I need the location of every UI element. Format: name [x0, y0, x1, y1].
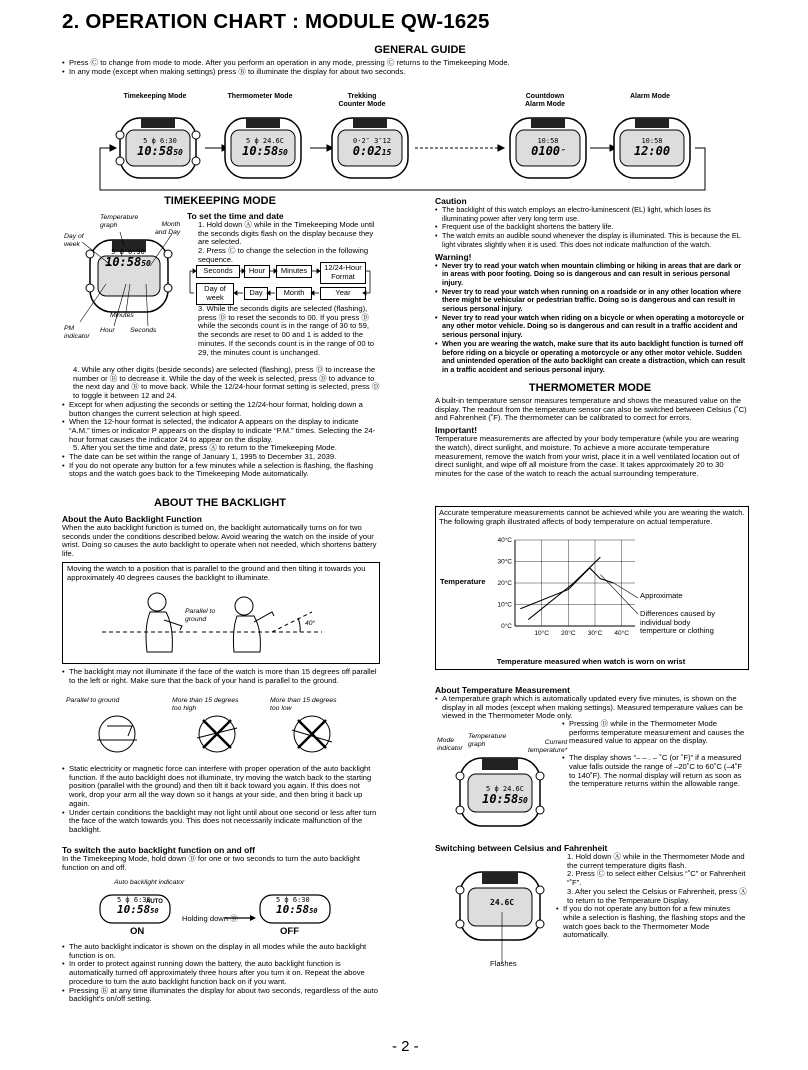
- temp-bullet-3: • The display shows “– – . – ˚C (or ˚F)” if a measured value falls outside the range of –20˚C to 60˚C (–4˚F to 140˚F). The normal display will return as soon as the temperature returns within the allowable range.: [562, 754, 747, 789]
- label-temp-graph: Temperature graph: [100, 214, 139, 229]
- label-month-day: Month and Day: [155, 221, 181, 236]
- set-step-3: 3. While the seconds digits are selected (flashing), press Ⓓ to reset the seconds to 00. If you press Ⓓ while the seconds count is in the range of 30 to 59, the seconds are reset to 00 and 1 is added to the minutes. If the seconds count is in the range of 00 to 29, the minutes count is unchanged.: [198, 304, 375, 357]
- flow-day: Day: [244, 287, 268, 300]
- display-tr-top: 0·2″ 3″12: [353, 137, 391, 145]
- display-tr-sec: 15: [381, 148, 392, 157]
- backlight-bullet-1: • The backlight may not illuminate if the face of the watch is more than 15 degrees off parallel to the left or right. Make sure that the back of your hand is parallel to the ground.: [62, 668, 380, 685]
- celsius-step-3: 3. After you select the Celsius or Fahrenheit, press Ⓐ to return to the Temperature Display.: [567, 886, 747, 905]
- display-th-main: 10:58: [242, 144, 279, 158]
- timekeeping-heading: TIMEKEEPING MODE: [164, 195, 276, 207]
- thermo-display-sec: 50: [518, 796, 528, 805]
- off-display-sec: 50: [309, 907, 318, 915]
- on-display-main: 10:58: [117, 903, 151, 916]
- display-th-top: 5 ф 24.6C: [246, 137, 284, 145]
- angle-illustrations: [62, 712, 382, 762]
- set-step-1: 1. Hold down Ⓐ while in the Timekeeping Mode until the seconds digits flash on the display because they are selected.: [198, 220, 375, 247]
- set-step-2: 2. Press Ⓒ to change the selection in the following sequence.: [198, 246, 369, 264]
- display-cd-top: 10:58: [537, 137, 559, 145]
- tilt-box-text: Moving the watch to a position that is parallel to the ground and then tilting it towards you approximately 40 degrees causes the backlight to illuminate.: [67, 564, 366, 582]
- auto-backlight-para: When the auto backlight function is turned on, the backlight automatically turns on for two seconds under the conditions described below. Avoid wearing the watch on the inside of your wrist. Doing so causes the auto backlight to operate when not needed, which shortens battery life.: [62, 523, 377, 559]
- thermo-para-1: A built-in temperature sensor measures temperature and shows the measured value on the display. The readout from the temperature sensor can also be switched between Celsius (˚C) and Fahrenheit (˚F). The thermometer can be calibrated to correct for errors.: [435, 396, 747, 423]
- x-tick-label: 10°C: [534, 630, 549, 637]
- celsius-display: 24.6C: [490, 898, 515, 907]
- switch-backlight-title: To switch the auto backlight function on and off: [62, 845, 255, 855]
- tk-bullet-3: • The date can be set within the range of January 1, 1995 to December 31, 2039.: [62, 453, 380, 462]
- legend-leader-1: [614, 583, 638, 598]
- flow-hour: Hour: [244, 265, 270, 278]
- angle-label: 40°: [305, 620, 316, 627]
- flow-arrows: [186, 260, 386, 305]
- backlight-bullet-6: • Pressing Ⓑ at any time illuminates the display for about two seconds, regardless of the auto backlight's on/off setting.: [62, 987, 380, 1004]
- display-al-top: 10:58: [641, 137, 663, 145]
- celsius-bullet: • If you do not operate any button for a few minutes while a selection is flashing, the flashing stops and the watch goes back to the Thermometer Mode automatically.: [556, 905, 748, 940]
- celsius-step-1: 1. Hold down Ⓐ while in the Thermometer Mode and the current temperature digits flash.: [567, 852, 745, 870]
- celsius-step-2: 2. Press Ⓒ to select either Celsius “˚C” or Fahrenheit “˚F”.: [567, 869, 746, 888]
- mode-label-countdown: Countdown Alarm Mode: [524, 93, 566, 108]
- parallel-label: Parallel to ground: [185, 608, 216, 623]
- display-tk-top: 5 ф 6:30: [143, 137, 177, 145]
- display-tk-main: 10:58: [137, 144, 174, 158]
- thermo-display-top: 5 ф 24.6C: [486, 785, 524, 793]
- general-guide-heading: GENERAL GUIDE: [374, 44, 466, 56]
- label-day-of-week: Day of week: [64, 233, 84, 248]
- tk-display-top: 5 ф 6:30: [111, 248, 145, 256]
- mode-label-alarm: Alarm Mode: [629, 93, 671, 100]
- flow-format: 12/24-Hour Format: [320, 262, 366, 284]
- legend-differences: Differences caused by individual body temperture or clothing: [640, 609, 715, 636]
- caution-heading: Caution: [435, 196, 467, 206]
- backlight-bullet-3: • Under certain conditions the backlight may not light until about one second or less after turn the face of the watch towards you. This does not necessarily indicate malfunction of the backlight.: [62, 809, 380, 835]
- series-line-1: [528, 557, 600, 619]
- chart-box-text: Accurate temperature measurements cannot be achieved while you are wearing the watch. The following graph illustrated affects of body temperature on actual temperature.: [439, 508, 745, 526]
- legend-approximate: Approximate: [640, 591, 683, 600]
- auto-indicator-label: Auto backlight indicator: [114, 879, 185, 886]
- page-number: - 2 -: [392, 1038, 419, 1055]
- tilt-illustration: [62, 582, 378, 662]
- chart-xlabel: Temperature measured when watch is worn on wrist: [496, 657, 686, 666]
- holding-label: Holding down Ⓓ: [182, 914, 238, 923]
- x-tick-label: 20°C: [561, 630, 576, 637]
- flashes-label: Flashes: [490, 959, 517, 968]
- y-tick-label: 40°C: [497, 537, 512, 544]
- label-hour: Hour: [100, 327, 115, 334]
- caption-too-low: More than 15 degrees too low: [270, 697, 337, 712]
- flow-seconds: Seconds: [196, 265, 240, 278]
- warning-bullet-4: • When you are wearing the watch, make sure that its auto backlight function is turned off before riding on a bicycle or operating a motorcycle or any other motor vehicle. Sudden and unintended operation of the auto backlight can create a distraction, which can result in a traffic accident and serious personal injury.: [435, 340, 747, 375]
- backlight-bullet-5: • In order to protect against running down the battery, the auto backlight function is automatically turned off approximately three hours after you turn it on. Repeat the above procedure to turn the auto backlight function back on if you want.: [62, 960, 380, 986]
- warning-heading: Warning!: [435, 251, 472, 262]
- important-heading: Important!: [435, 425, 478, 436]
- y-tick-label: 30°C: [497, 558, 512, 566]
- set-step-4: 4. While any other digits (beside seconds) are selected (flashing), press Ⓓ to increase the number or Ⓑ to decrease it. While the day of the week is selected, press Ⓓ to advance to the next day and Ⓑ to move back. While the 12/24-hour format setting is selected, press Ⓓ to toggle it between 12 and 24.: [73, 365, 380, 401]
- auto-indicator: AUTO: [146, 899, 163, 905]
- temp-bullet-1: • A temperature graph which is automatically updated every five minutes, is shown on the display in all modes (except when making settings). Measured temperature values can be viewed in the Thermometer Mode only.: [435, 695, 750, 721]
- tk-bullet-4: • If you do not operate any button for a few minutes while a selection is flashing, the flashing stops and the watch goes back to the Timekeeping Mode automatically.: [62, 462, 380, 479]
- flow-dow: Day of week: [196, 283, 234, 305]
- backlight-bullet-2: • Static electricity or magnetic force can interfere with proper operation of the auto backlight function. If the auto backlight does not illuminate, try moving the watch back to the starting position (parallel with the ground) and then tilt it back toward you again. If this does not work, drop your arm all the way down so it hangs at your side, and then bring it back up again.: [62, 765, 380, 809]
- label-seconds: Seconds: [130, 327, 157, 334]
- tk-display-sec: 50: [141, 259, 151, 268]
- mode-label-timekeeping: Timekeeping Mode: [123, 93, 187, 100]
- celsius-watch-diagram: [450, 868, 560, 948]
- chart-ylabel: Temperature: [440, 577, 486, 586]
- tk-bullet-2: • When the 12-hour format is selected, the indicator A appears on the display to indicate “A.M.” times or indicator P appears on the display to indicate “P.M.” times. Selecting the 24-hour format causes the indicator 24 to appear on the display.: [62, 418, 380, 444]
- caution-bullet-2: • Frequent use of the backlight shortens the battery life.: [435, 223, 747, 232]
- switch-backlight-para: In the Timekeeping Mode, hold down Ⓓ for one or two seconds to turn the auto backlight function on and off.: [62, 854, 361, 872]
- caution-bullet-3: • The watch emits an audible sound whenever the display is illuminated. This is because the EL light vibrates slightly when it is used. This does not indicate malfunction of the watch.: [435, 232, 747, 249]
- mode-label-thermometer: Thermometer Mode: [227, 93, 293, 100]
- flow-minutes: Minutes: [276, 265, 312, 278]
- caution-bullet-1: • The backlight of this watch employs an electro-luminescent (EL) light, which loses its illuminating power after very long term use.: [435, 206, 747, 223]
- page-title: 2. OPERATION CHART : MODULE QW-1625: [62, 10, 490, 33]
- label-minutes: Minutes: [110, 312, 134, 319]
- label-mode-indicator: Mode indicator: [437, 737, 463, 752]
- general-bullet-2: • In any mode (except when making settings) press Ⓑ to illuminate the display for about two seconds.: [62, 68, 762, 77]
- label-pm: PM indicator: [64, 325, 90, 340]
- set-step-5: 5. After you set the time and date, press Ⓐ to return to the Timekeeping Mode.: [73, 443, 337, 453]
- y-tick-label: 20°C: [497, 580, 512, 587]
- caption-parallel: Parallel to ground: [66, 697, 120, 704]
- label-current-temp: Current temperature*: [528, 739, 568, 754]
- mode-label-trekking: Trekking Counter Mode: [338, 93, 386, 108]
- display-cd-sec: ″: [560, 148, 565, 157]
- temp-bullet-2: • Pressing Ⓓ while in the Thermometer Mode performs temperature measurement and causes the measured value to appear on the display.: [562, 720, 747, 746]
- backlight-heading: ABOUT THE BACKLIGHT: [154, 497, 286, 509]
- thermometer-heading: THERMOMETER MODE: [528, 382, 652, 394]
- off-label: OFF: [280, 926, 299, 937]
- set-time-title: To set the time and date: [187, 211, 284, 221]
- on-label: ON: [130, 926, 145, 937]
- x-tick-label: 40°C: [614, 630, 629, 637]
- y-tick-label: 0°C: [501, 623, 512, 630]
- about-temp-title: About Temperature Measurement: [435, 685, 570, 695]
- warning-bullet-1: • Never try to read your watch when mountain climbing or hiking in areas that are dark or in areas with poor footing. Doing so is dangerous and can result in serious personal injury.: [435, 262, 747, 288]
- tk-display-main: 10:58: [105, 255, 142, 269]
- flow-month: Month: [276, 287, 312, 300]
- y-tick-label: 10°C: [497, 601, 512, 609]
- off-display-top: 5 ф 6:30: [276, 896, 310, 904]
- warning-bullet-3: • Never try to read your watch when riding on a bicycle or when operating a motorcycle or any other motor vehicle. Doing so is dangerous and can result in a traffic accident and serious personal injury.: [435, 314, 747, 340]
- display-al-main: 12:00: [633, 144, 671, 158]
- backlight-bullet-4: • The auto backlight indicator is shown on the display in all modes while the auto backlight function is on.: [62, 943, 380, 960]
- caption-too-high: More than 15 degrees too high: [172, 697, 239, 712]
- display-tk-sec: 50: [173, 148, 183, 157]
- thermo-para-2: Temperature measurements are affected by your body temperature (while you are wearing the watch), direct sunlight, and moisture. To achieve a more accurate temperature measurement, remove the watch from your wrist, place it in a well ventilated location out of direct sunlight, and wipe off all moisture from the case. It takes approximately 20 to 30 minutes for the case of the watch to reach the actual surrounding temperature.: [435, 434, 740, 478]
- on-display-sec: 50: [150, 907, 159, 915]
- on-display-top: 5 ф 6:30: [117, 896, 151, 904]
- off-display-main: 10:58: [276, 903, 310, 916]
- auto-backlight-title: About the Auto Backlight Function: [62, 514, 202, 524]
- display-tr-main: 0:02: [352, 144, 382, 158]
- label-temp-graph-2: Temperature graph: [468, 733, 507, 748]
- general-bullet-1: • Press Ⓒ to change from mode to mode. After you perform an operation in any mode, pressing Ⓒ returns to the Timekeeping Mode.: [62, 59, 762, 68]
- display-cd-main: 0100: [531, 144, 561, 158]
- flow-year: Year: [320, 287, 366, 300]
- display-th-sec: 50: [278, 148, 288, 157]
- thermo-display-main: 10:58: [482, 792, 519, 806]
- celsius-title: Switching between Celsius and Fahrenheit: [435, 843, 608, 853]
- x-tick-label: 30°C: [587, 630, 603, 637]
- warning-bullet-2: • Never try to read your watch when running on a roadside or in any other location where there might be vehicular or pedestrian traffic. Doing so is dangerous and can result in serious personal injury.: [435, 288, 747, 314]
- tk-bullet-1: • Except for when adjusting the seconds or setting the 12/24-hour format, holding down a button changes the current selection at high speed.: [62, 401, 380, 418]
